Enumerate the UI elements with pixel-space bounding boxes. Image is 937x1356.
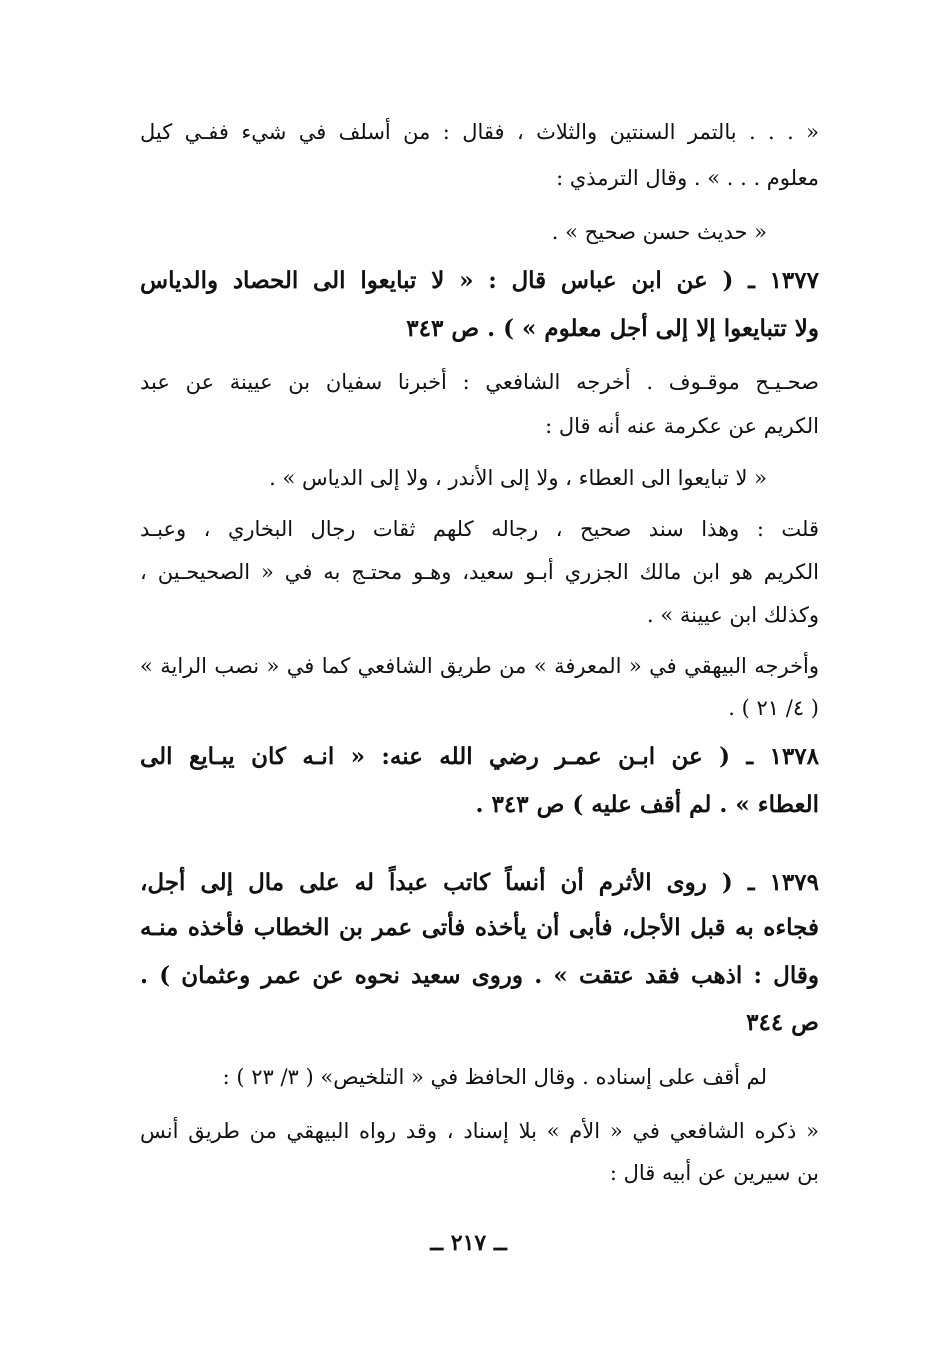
page-number: ــ ٢١٧ ــ <box>430 1230 507 1256</box>
text-line: « . . . بالتمر السنتين والثلاث ، فقال : من أسلف في شيء ففـي كيل <box>140 120 819 144</box>
hadith-1377-line: ولا تتبايعوا إلا إلى أجل معلوم » ) . ص ٣٤٣ <box>406 315 819 342</box>
hadith-1379-line: فجاءه به قبل الأجل، فأبى أن يأخذه فأتى عمر بن الخطاب فأخذه منـه <box>140 914 819 941</box>
text-line: الكريم عن عكرمة عنه أنه قال : <box>545 414 819 438</box>
text-line: « حديث حسن صحيح » . <box>551 220 767 244</box>
text-line: « لا تبايعوا الى العطاء ، ولا إلى الأندر ، ولا إلى الدياس » . <box>269 466 767 490</box>
text-line: وكذلك ابن عيينة » . <box>647 603 819 627</box>
hadith-1379-line: وقال : اذهب فقد عتقت » . وروى سعيد نحوه عن عمر وعثمان ) . <box>140 962 819 989</box>
hadith-1379-line: ص ٣٤٤ <box>746 1009 819 1036</box>
text-line: وأخرجه البيهقي في « المعرفة » من طريق الشافعي كما في « نصب الراية » <box>140 654 819 678</box>
hadith-1378-line: العطاء » . لم أقف عليه ) ص ٣٤٣ . <box>475 791 819 818</box>
text-line: الكريم هو ابن مالك الجزري أبـو سعيد، وهـو محتـج به في « الصحيحـين ، <box>140 560 819 584</box>
text-line: ( ٤/ ٢١ ) . <box>728 696 819 720</box>
hadith-1378-line: ١٣٧٨ ـ ( عن ابـن عمـر رضي الله عنه: « انـه كان يبـايع الى <box>140 743 819 770</box>
hadith-1377-line: ١٣٧٧ ـ ( عن ابن عباس قال : « لا تبايعوا الى الحصاد والدياس <box>140 267 819 294</box>
text-line: معلوم . . . » . وقال الترمذي : <box>556 166 819 190</box>
text-line: « ذكره الشافعي في « الأم » بلا إسناد ، وقد رواه البيهقي من طريق أنس <box>140 1119 819 1143</box>
text-line: بن سيرين عن أبيه قال : <box>609 1161 819 1185</box>
text-line: قلت : وهذا سند صحيح ، رجاله كلهم ثقات رجال البخاري ، وعبـد <box>140 517 819 541</box>
hadith-1379-line: ١٣٧٩ ـ ( روى الأثرم أن أنساً كاتب عبداً له على مال إلى أجل، <box>140 869 819 896</box>
text-line: صحـيـح موقـوف . أخرجه الشافعي : أخبرنا سفيان بن عيينة عن عبد <box>140 370 819 394</box>
text-line: لم أقف على إسناده . وقال الحافظ في « التلخيص» ( ٣/ ٢٣ ) : <box>222 1065 767 1089</box>
